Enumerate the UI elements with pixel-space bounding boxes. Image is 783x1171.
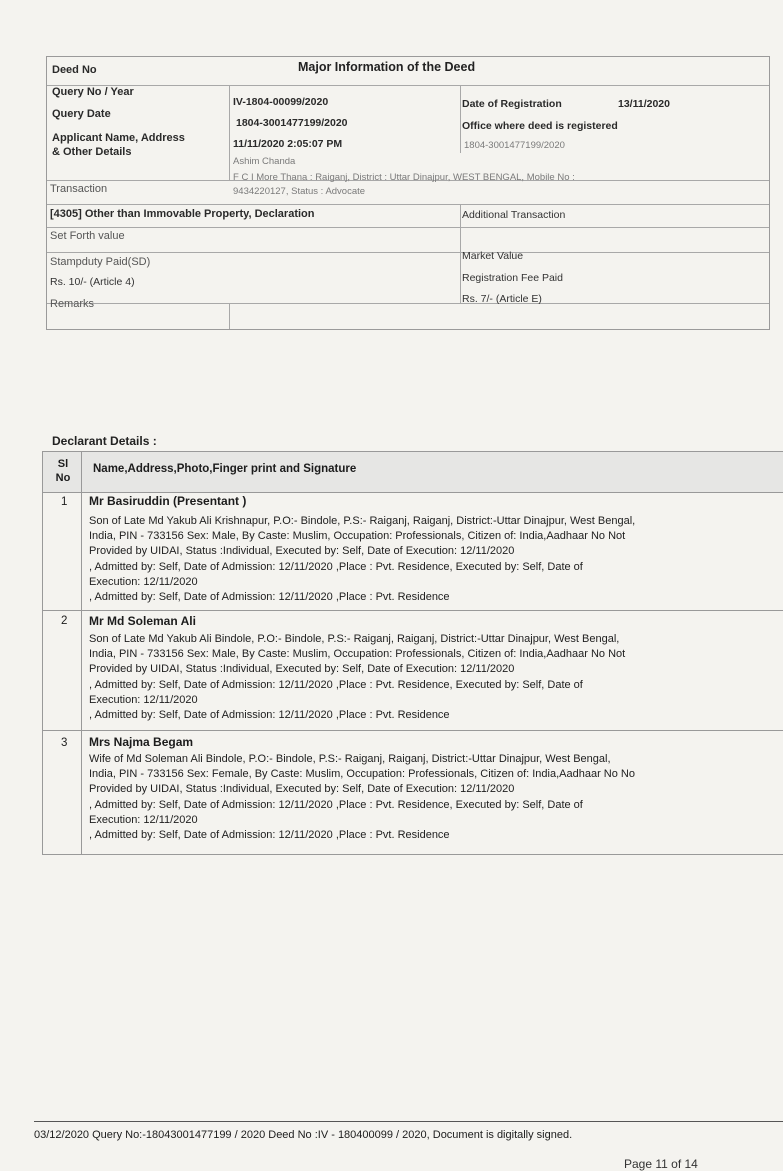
declarant-3-details — [89, 752, 781, 843]
header-no: No — [55, 472, 71, 484]
registration-fee-value: Rs. 7/- (Article E) — [462, 293, 542, 305]
declarant-3-line-3: Provided by UIDAI, Status :Individual, Executed by: Self, Date of Execution: 12/11/2020 — [89, 783, 515, 796]
declarant-2-details — [89, 632, 781, 723]
transaction-value: [4305] Other than Immovable Property, Declaration — [50, 208, 315, 220]
header-sl: Sl — [57, 458, 69, 470]
header-name-details: Name,Address,Photo,Finger print and Signature — [93, 463, 357, 475]
remarks-label: Remarks — [50, 298, 95, 310]
row-separator — [43, 730, 783, 731]
deed-no-value: IV-1804-00099/2020 — [233, 96, 329, 108]
additional-transaction-label: Additional Transaction — [462, 209, 566, 221]
deed-no-label: Deed No — [52, 64, 97, 76]
applicant-address: F C I More Thana : Raiganj, District : Uttar Dinajpur, WEST BENGAL, Mobile No : — [233, 172, 575, 183]
applicant-name: Ashim Chanda — [233, 156, 296, 167]
declarant-1-line-5: Execution: 12/11/2020 — [89, 575, 198, 588]
row-3-sl: 3 — [61, 737, 68, 749]
row-2-sl: 2 — [61, 615, 68, 627]
header-sl-no — [51, 457, 75, 485]
major-info-title: Major Information of the Deed — [298, 60, 476, 74]
declarant-2-line-2: India, PIN - 733156 Sex: Male, By Caste: Muslim, Occupation: Professionals, Citizen of: India,Aadhaar No Not — [89, 648, 626, 661]
declarant-details-title: Declarant Details : — [52, 434, 157, 448]
stampduty-value: Rs. 10/- (Article 4) — [50, 276, 135, 288]
row-1-sl: 1 — [61, 496, 68, 508]
declarant-1-line-3: Provided by UIDAI, Status :Individual, Executed by: Self, Date of Execution: 12/11/2020 — [89, 545, 515, 558]
query-date-label: Query Date — [52, 108, 111, 120]
declarant-2-line-1: Son of Late Md Yakub Ali Bindole, P.O:- Bindole, P.S:- Raiganj, Raiganj, District:-Uttar Dinajpur, West Bengal, — [89, 633, 620, 645]
query-no-value: 1804-3001477199/2020 — [236, 117, 348, 129]
footer-divider — [34, 1121, 783, 1122]
declarant-2-line-6: , Admitted by: Self, Date of Admission: 12/11/2020 ,Place : Pvt. Residence — [89, 709, 450, 722]
date-of-registration-label: Date of Registration — [462, 98, 562, 110]
row-separator — [43, 610, 783, 611]
declarant-3-line-2: India, PIN - 733156 Sex: Female, By Caste: Muslim, Occupation: Professionals, Citizen of: India,Aadhaar No No — [89, 768, 635, 781]
declarant-2-line-4: , Admitted by: Self, Date of Admission: 12/11/2020 ,Place : Pvt. Residence, Executed by: Self, Date of — [89, 678, 583, 691]
declarant-1-line-1: Son of Late Md Yakub Ali Krishnapur, P.O:- Bindole, P.S:- Raiganj, Raiganj, District:-Uttar Dinajpur, West Bengal, — [89, 515, 636, 527]
declarant-table-header — [43, 452, 783, 493]
declarant-3-line-4: , Admitted by: Self, Date of Admission: 12/11/2020 ,Place : Pvt. Residence, Executed by: Self, Date of — [89, 798, 583, 811]
declarant-1-line-6: , Admitted by: Self, Date of Admission: 12/11/2020 ,Place : Pvt. Residence — [89, 591, 450, 604]
market-value-label: Market Value — [462, 250, 524, 262]
applicant-label: Applicant Name, Address — [52, 132, 185, 144]
declarant-2-name: Mr Md Soleman Ali — [89, 614, 196, 628]
declarant-3-line-1: Wife of Md Soleman Ali Bindole, P.O:- Bindole, P.S:- Raiganj, Raiganj, District:-Uttar Dinajpur, West Bengal, — [89, 753, 611, 765]
applicant-contact: 9434220127, Status : Advocate — [233, 186, 366, 197]
declarant-1-line-2: India, PIN - 733156 Sex: Male, By Caste: Muslim, Occupation: Professionals, Citizen of: India,Aadhaar No Not — [89, 530, 626, 543]
column-divider — [81, 452, 82, 854]
declarant-1-line-4: , Admitted by: Self, Date of Admission: 12/11/2020 ,Place : Pvt. Residence, Executed by: Self, Date of — [89, 560, 583, 573]
applicant-label-2: & Other Details — [52, 146, 132, 158]
page-number: Page 11 of 14 — [624, 1157, 698, 1171]
query-date-value: 11/11/2020 2:05:07 PM — [233, 138, 343, 150]
office-label: Office where deed is registered — [462, 120, 618, 132]
declarant-3-line-5: Execution: 12/11/2020 — [89, 813, 198, 826]
declarant-table — [42, 451, 783, 855]
office-value: 1804-3001477199/2020 — [464, 140, 565, 151]
transaction-label: Transaction — [50, 183, 108, 195]
declarant-2-line-3: Provided by UIDAI, Status :Individual, Executed by: Self, Date of Execution: 12/11/2020 — [89, 663, 515, 676]
registration-fee-label: Registration Fee Paid — [462, 272, 563, 284]
query-no-label: Query No / Year — [52, 86, 134, 98]
declarant-3-name: Mrs Najma Begam — [89, 735, 194, 749]
declarant-1-name: Mr Basiruddin (Presentant ) — [89, 494, 247, 508]
stampduty-label: Stampduty Paid(SD) — [50, 256, 151, 268]
set-forth-value-label: Set Forth value — [50, 230, 125, 242]
date-of-registration-value: 13/11/2020 — [618, 98, 670, 110]
declarant-1-details — [89, 514, 781, 605]
footer-signature-note: 03/12/2020 Query No:-18043001477199 / 2020 Deed No :IV - 180400099 / 2020, Document is digitally signed. — [34, 1129, 573, 1141]
declarant-2-line-5: Execution: 12/11/2020 — [89, 693, 198, 706]
declarant-3-line-6: , Admitted by: Self, Date of Admission: 12/11/2020 ,Place : Pvt. Residence — [89, 829, 450, 842]
